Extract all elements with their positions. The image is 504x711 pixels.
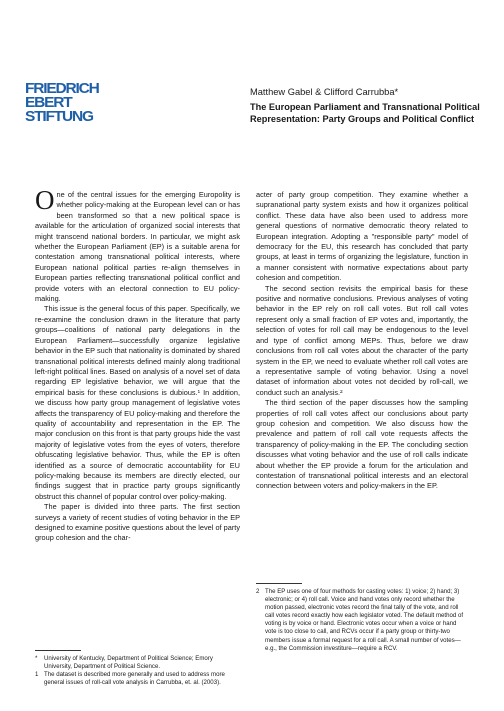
logo-line-3: STIFTUNG [25, 108, 93, 125]
footnotes-left [35, 655, 240, 687]
footnote-text: The dataset is described more generally and used to address more general issues of roll-call vote analysis in Carrubba, et. al. (2003). [44, 671, 225, 687]
authors: Matthew Gabel & Clifford Carrubba* [250, 87, 399, 97]
paragraph-3: The paper is divided into three parts. The first section surveys a variety of recent studies of voting behavior in the EP designed to examine positive questions about the level of party group cohesion and the char- [35, 502, 240, 543]
logo-line-1: FRIEDRICH [25, 80, 99, 97]
paper-title: The European Parliament and Transnational Political Representation: Party Groups and Political Conflict [250, 102, 480, 124]
footnote-rule-right [256, 583, 302, 584]
right-column [256, 190, 468, 492]
foundation-logo [25, 82, 109, 124]
paragraph-1-text: ne of the central issues for the emerging Europolity is whether policy-making at the European level can or has been transformed so that a new political space is available for the articulation of organized social interests that might transcend national borders. In particular, we might ask whether the European Parliament (EP) is a suitable arena for contestation among transnational political interests, where European national political parties re-align themselves in European parties reflecting transnational political conflict and provide voters with an electoral connection to EU policy-making. [35, 190, 240, 304]
logo-line-2: EBERT [25, 94, 72, 111]
footnote [35, 655, 240, 671]
footnote-mark: 1 [35, 671, 39, 679]
paragraph-4: acter of party group competition. They examine whether a supranational party system exists and how it organizes political conflict. These data have also been used to address more general questions of normative democratic theory related to European integration. Adopting a "responsible party" model of democracy for the EU, this research has concluded that party groups, at least in terms of organizing the legislature, function in a manner consistent with normative expectations about party cohesion and competition. [256, 190, 468, 283]
paragraph-2: This issue is the general focus of this paper. Specifically, we re-examine the conclusion drawn in the literature that party groups—coalitions of national party delegations in the European Parliament—successfully organize legislative behavior in the EP such that nationality is dominated by shared transnational political interests defined mainly along traditional left-right political lines. Based on analysis of a novel set of data regarding EP legislative behavior, we will argue that the empirical basis for these conclusions is dubious.¹ In addition, we discuss how party group management of legislative votes affects the transparency of EU policy-making and therefore the quality of accountability and representation in the EP. The major conclusion on this front is that party groups hide the vast majority of legislative votes from the eyes of voters, therefore obfuscating legislative behavior. Thus, while the EP is often identified as a source of democratic accountability for EU policy-making because its members are directly elected, our findings suggest that in practice party groups significantly obstruct this channel of popular control over policy-making. [35, 304, 240, 501]
footnote [35, 671, 240, 687]
paragraph-5: The second section revisits the empirical basis for these positive and normative conclusions. Previous analyses of voting behavior in the EP rely on roll call votes. But roll call votes represent only a small fraction of EP votes and, importantly, the selection of votes for roll call may be endogenous to the level and type of conflict among MEPs. Thus, before we draw conclusions from roll call votes about the character of the party system in the EP, we need to evaluate whether roll call votes are a representative sample of voting behavior. Using a novel dataset of information about votes not decided by roll-call, we conduct such an analysis.² [256, 283, 468, 397]
paragraph-6: The third section of the paper discusses how the sampling properties of roll call votes affect our conclusions about party group cohesion and competition. We also discuss how the prevalence and pattern of roll call vote requests affects the transparency of policy-making in the EP. The concluding section discusses what voting behavior and the use of roll calls indicate about whether the EP provide a forum for the articulation and contestation of transnational political interests and an electoral connection between voters and policy-makers in the EP. [256, 398, 468, 491]
footnote-mark: * [35, 655, 38, 662]
paragraph-1 [35, 185, 240, 304]
paper-header [250, 86, 485, 125]
footnotes-right [256, 588, 468, 653]
footnote [256, 588, 468, 653]
footnote-rule-left [35, 650, 81, 651]
footnote-text: The EP uses one of four methods for casting votes: 1) voice; 2) hand; 3) electronic; or 4) roll call. Voice and hand votes only record whether the motion passed, electronic votes record the final tally of the vote, and roll call votes record exactly how each legislator voted. The default method of voting is by voice or hand. Electronic votes occur when a voice or hand vote is too close to call, and RCVs occur if a party group or thirty-two members issue a formal request for a roll call. A small number of votes—e.g., the Commission investiture—require a RCV. [265, 588, 464, 652]
left-column [35, 185, 240, 544]
drop-cap: O [35, 185, 55, 215]
footnote-mark: 2 [256, 588, 260, 595]
footnote-text: University of Kentucky, Department of Political Science; Emory University, Department of Political Science. [44, 655, 213, 671]
